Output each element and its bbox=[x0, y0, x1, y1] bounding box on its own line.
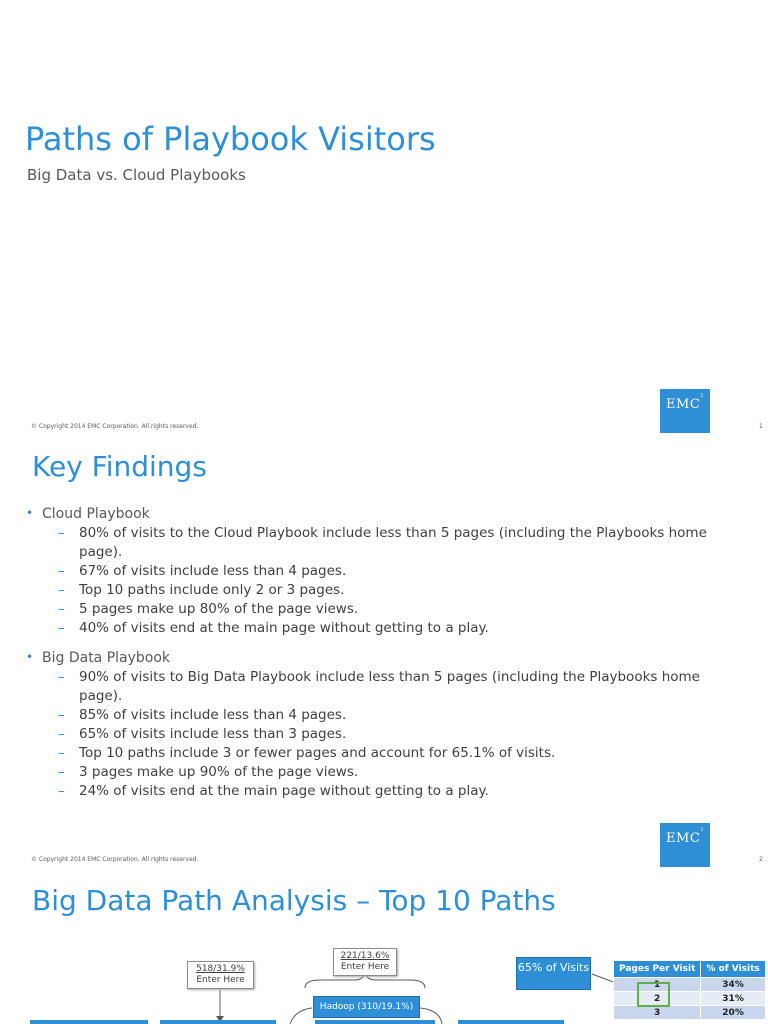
emc-logo: EMC$^2$ bbox=[660, 389, 710, 433]
path-node-bar bbox=[160, 1020, 276, 1024]
list-item: – 80% of visits to the Cloud Playbook include less than 5 pages (including the Playbooks home page). bbox=[58, 525, 707, 560]
path-node-bar bbox=[458, 1020, 564, 1024]
findings-list bbox=[24, 500, 724, 801]
table-row: 1 34% bbox=[614, 978, 766, 992]
hadoop-node: Hadoop (310/19.1%) bbox=[313, 996, 420, 1018]
list-item: – 65% of visits include less than 3 pages. bbox=[58, 726, 347, 742]
table-header-row bbox=[614, 961, 766, 978]
key-findings-slide bbox=[0, 440, 768, 870]
entry-point-box: 221/13.6% Enter Here bbox=[333, 948, 397, 976]
column-header: % of Visits bbox=[701, 961, 765, 978]
page-number: 1 bbox=[759, 423, 763, 430]
findings-group-cloud bbox=[24, 504, 724, 638]
table-row: 3 20% bbox=[614, 1006, 766, 1020]
highlight-box bbox=[637, 982, 670, 1007]
brace-connector bbox=[305, 974, 425, 988]
visits-callout: 65% of Visits bbox=[516, 957, 591, 990]
list-item: – 90% of visits to Big Data Playbook include less than 5 pages (including the Playbooks home page). bbox=[58, 669, 700, 704]
slide-subtitle: Big Data vs. Cloud Playbooks bbox=[27, 166, 246, 184]
title-slide bbox=[0, 0, 768, 440]
findings-group-big-data bbox=[24, 648, 724, 801]
copyright-text: © Copyright 2014 EMC Corporation. All rights reserved. bbox=[31, 856, 199, 863]
slide-title: Big Data Path Analysis – Top 10 Paths bbox=[32, 884, 556, 917]
emc-logo: EMC$^2$ bbox=[660, 823, 710, 867]
list-item: – 5 pages make up 80% of the page views. bbox=[58, 601, 359, 617]
curve-connector bbox=[290, 1008, 312, 1024]
list-item: – Top 10 paths include 3 or fewer pages and account for 65.1% of visits. bbox=[58, 745, 556, 761]
copyright-text: © Copyright 2014 EMC Corporation. All rights reserved. bbox=[31, 423, 199, 430]
pages-per-visit-table bbox=[613, 960, 766, 1020]
page-number: 2 bbox=[759, 856, 763, 863]
list-item: – Top 10 paths include only 2 or 3 pages. bbox=[58, 582, 345, 598]
list-item: – 24% of visits end at the main page without getting to a play. bbox=[58, 783, 489, 799]
list-item: – 67% of visits include less than 4 pages. bbox=[58, 563, 347, 579]
list-item: – 3 pages make up 90% of the page views. bbox=[58, 764, 359, 780]
slide-title: Paths of Playbook Visitors bbox=[25, 120, 436, 158]
column-header: Pages Per Visit bbox=[614, 961, 701, 978]
slide-title: Key Findings bbox=[32, 450, 207, 483]
group-heading: • Big Data Playbook bbox=[24, 648, 724, 668]
path-node-bar bbox=[30, 1020, 148, 1024]
list-item: – 85% of visits include less than 4 pages. bbox=[58, 707, 347, 723]
path-node-bar bbox=[315, 1020, 435, 1024]
entry-point-box: 518/31.9% Enter Here bbox=[187, 961, 254, 989]
path-analysis-slide bbox=[0, 870, 768, 1024]
list-item: – 40% of visits end at the main page without getting to a play. bbox=[58, 620, 489, 636]
group-heading: • Cloud Playbook bbox=[24, 504, 724, 524]
table-row: 2 31% bbox=[614, 992, 766, 1006]
